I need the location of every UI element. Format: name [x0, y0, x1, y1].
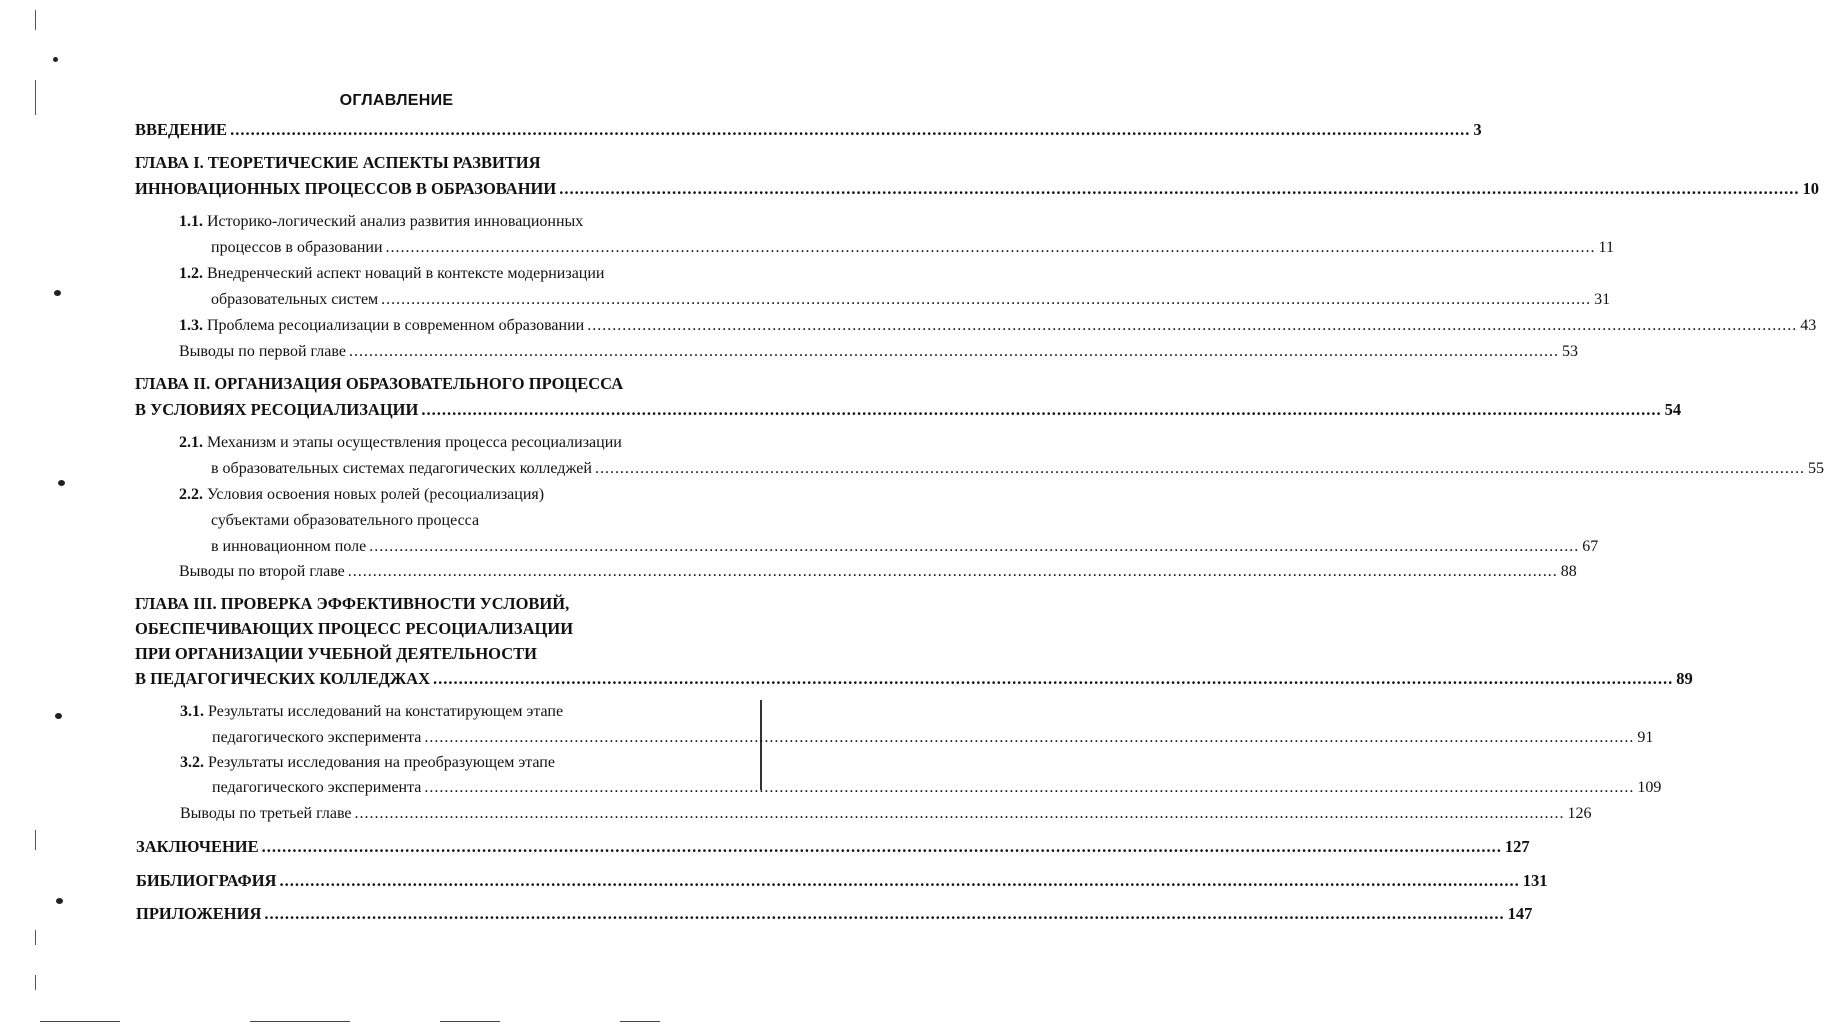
section-title-line1: Внедренческий аспект новаций в контексте модернизации: [207, 265, 605, 282]
toc-intro[interactable]: [135, 119, 1482, 141]
section-title-line1: Результаты исследования на преобразующем этапе: [208, 754, 555, 771]
section-page: 11: [1598, 239, 1614, 256]
page-title: ОГЛАВЛЕНИЕ: [339, 92, 454, 109]
toc-conclusion-label: ЗАКЛЮЧЕНИЕ: [136, 837, 259, 856]
scan-bottom-line: [40, 1021, 120, 1022]
scan-edge-line: [35, 975, 36, 990]
toc-section-3-1-end[interactable]: [212, 727, 1654, 749]
toc-ch1-title-end[interactable]: [135, 178, 1819, 200]
dot-leader: ..................................................................................................................................................................................................................................................: [381, 291, 1592, 308]
toc-ch1-page: 10: [1802, 179, 1819, 198]
toc-intro-label: ВВЕДЕНИЕ: [135, 120, 228, 139]
conclusion-page: 53: [1561, 343, 1578, 360]
dot-leader: ..................................................................................................................................................................................................................................................: [594, 460, 1805, 477]
scan-bottom-line: [250, 1021, 350, 1022]
toc-section-2-2-line2[interactable]: [211, 510, 479, 532]
toc-ch2-title-line2: В УСЛОВИЯХ РЕСОЦИАЛИЗАЦИИ: [135, 400, 419, 419]
dot-leader: ..................................................................................................................................................................................................................................................: [424, 779, 1635, 796]
dot-leader: ..................................................................................................................................................................................................................................................: [230, 120, 1471, 139]
toc-bibliography[interactable]: [136, 870, 1548, 892]
dot-leader: ..................................................................................................................................................................................................................................................: [587, 317, 1798, 334]
dot-leader: ..................................................................................................................................................................................................................................................: [261, 837, 1502, 856]
toc-ch3-page: 89: [1676, 669, 1693, 688]
toc-ch3-conclusion[interactable]: [180, 803, 1592, 825]
toc-ch3-title[interactable]: [135, 593, 569, 615]
conclusion-page: 126: [1567, 805, 1592, 822]
toc-ch3-title-line2-row[interactable]: [135, 618, 573, 640]
toc-section-1-2[interactable]: [179, 263, 604, 285]
conclusion-label: Выводы по первой главе: [179, 343, 346, 360]
dot-leader: ..................................................................................................................................................................................................................................................: [347, 563, 1558, 580]
toc-ch3-title-line2: ОБЕСПЕЧИВАЮЩИХ ПРОЦЕСС РЕСОЦИАЛИЗАЦИИ: [135, 619, 574, 638]
toc-section-1-2-end[interactable]: [211, 289, 1611, 311]
toc-appendices-page: 147: [1507, 904, 1533, 923]
section-title-line1: Условия освоения новых ролей (ресоциализация): [207, 486, 545, 503]
toc-section-2-2[interactable]: [179, 484, 544, 506]
punch-hole-mark: [53, 57, 58, 62]
dot-leader: ..................................................................................................................................................................................................................................................: [433, 669, 1674, 688]
conclusion-page: 88: [1560, 563, 1577, 580]
section-title-line1: Механизм и этапы осуществления процесса ресоциализации: [207, 434, 622, 451]
scan-bottom-line: [440, 1021, 500, 1022]
toc-ch2-title-line1: ГЛАВА II. ОРГАНИЗАЦИЯ ОБРАЗОВАТЕЛЬНОГО ПРОЦЕССА: [135, 374, 624, 393]
dot-leader: ..................................................................................................................................................................................................................................................: [354, 805, 1565, 822]
toc-section-2-1[interactable]: [179, 432, 622, 454]
toc-ch3-title-line1: ГЛАВА III. ПРОВЕРКА ЭФФЕКТИВНОСТИ УСЛОВИЙ,: [135, 594, 570, 613]
section-title-line2: педагогического эксперимента: [212, 779, 422, 796]
section-title-line1: Результаты исследований на констатирующем этапе: [208, 703, 564, 720]
section-number: 2.2.: [179, 486, 203, 503]
scan-edge-line: [35, 830, 36, 850]
conclusion-label: Выводы по третьей главе: [180, 805, 352, 822]
toc-section-1-1[interactable]: [179, 211, 583, 233]
punch-hole-mark: [54, 290, 61, 296]
dot-leader: ..................................................................................................................................................................................................................................................: [421, 400, 1662, 419]
toc-ch3-title-line4: В ПЕДАГОГИЧЕСКИХ КОЛЛЕДЖАХ: [135, 669, 431, 688]
section-page: 55: [1807, 460, 1824, 477]
toc-ch2-title-end[interactable]: [135, 399, 1682, 421]
section-page: 67: [1582, 538, 1599, 555]
toc-ch1-title-line2: ИННОВАЦИОННЫХ ПРОЦЕССОВ В ОБРАЗОВАНИИ: [135, 179, 557, 198]
section-title-line3: в инновационном поле: [211, 538, 367, 555]
toc-bibliography-page: 131: [1522, 871, 1548, 890]
toc-section-3-1[interactable]: [180, 701, 563, 723]
scan-edge-line: [35, 930, 36, 945]
section-title: Проблема ресоциализации в современном образовании: [207, 317, 585, 334]
section-page: 109: [1637, 779, 1662, 796]
toc-ch2-title[interactable]: [135, 373, 623, 395]
toc-ch3-title-end[interactable]: [135, 668, 1693, 690]
dot-leader: ..................................................................................................................................................................................................................................................: [348, 343, 1559, 360]
toc-section-2-1-end[interactable]: [211, 458, 1824, 480]
toc-intro-page: 3: [1473, 120, 1482, 139]
toc-section-2-2-end[interactable]: [211, 536, 1599, 558]
dot-leader: ..................................................................................................................................................................................................................................................: [279, 871, 1520, 890]
section-page: 91: [1637, 729, 1654, 746]
punch-hole-mark: [56, 898, 63, 904]
section-number: 1.1.: [179, 213, 203, 230]
section-number: 3.2.: [180, 754, 204, 771]
toc-section-3-2-end[interactable]: [212, 777, 1662, 799]
scan-edge-line: [35, 10, 36, 30]
section-number: 3.1.: [180, 703, 204, 720]
section-number: 2.1.: [179, 434, 203, 451]
toc-appendices-label: ПРИЛОЖЕНИЯ: [136, 904, 262, 923]
section-title-line2: в образовательных системах педагогических колледжей: [211, 460, 592, 477]
toc-ch3-title-line3: ПРИ ОРГАНИЗАЦИИ УЧЕБНОЙ ДЕЯТЕЛЬНОСТИ: [135, 644, 537, 663]
toc-ch2-page: 54: [1664, 400, 1682, 419]
dot-leader: ..................................................................................................................................................................................................................................................: [559, 179, 1800, 198]
section-title-line2: педагогического эксперимента: [212, 729, 422, 746]
section-number: 1.2.: [179, 265, 203, 282]
toc-ch3-title-line3-row[interactable]: [135, 643, 537, 665]
section-title-line2: образовательных систем: [211, 291, 379, 308]
section-title-line1: Историко-логический анализ развития инновационных: [207, 213, 584, 230]
dot-leader: ..................................................................................................................................................................................................................................................: [264, 904, 1505, 923]
toc-ch1-title-line1: ГЛАВА I. ТЕОРЕТИЧЕСКИЕ АСПЕКТЫ РАЗВИТИЯ: [135, 153, 541, 172]
section-page: 31: [1594, 291, 1611, 308]
punch-hole-mark: [55, 713, 62, 719]
section-title-line2: субъектами образовательного процесса: [211, 512, 480, 529]
toc-conclusion-page: 127: [1504, 837, 1530, 856]
conclusion-label: Выводы по второй главе: [179, 563, 345, 580]
toc-conclusion[interactable]: [136, 836, 1530, 858]
toc-bibliography-label: БИБЛИОГРАФИЯ: [136, 871, 277, 890]
section-page: 43: [1800, 317, 1817, 334]
section-title-line2: процессов в образовании: [211, 239, 383, 256]
punch-hole-mark: [58, 480, 65, 486]
dot-leader: ..................................................................................................................................................................................................................................................: [424, 729, 1635, 746]
toc-appendices[interactable]: [136, 903, 1533, 925]
section-number: 1.3.: [179, 317, 203, 334]
toc-ch1-title[interactable]: [135, 152, 541, 174]
toc-section-1-3[interactable]: [179, 315, 1817, 337]
dot-leader: ..................................................................................................................................................................................................................................................: [385, 239, 1596, 256]
toc-section-1-1-end[interactable]: [211, 237, 1614, 259]
toc-section-3-2[interactable]: [180, 752, 555, 774]
dot-leader: ..................................................................................................................................................................................................................................................: [369, 538, 1580, 555]
toc-ch1-conclusion[interactable]: [179, 341, 1578, 363]
scan-bottom-line: [620, 1021, 660, 1022]
toc-ch2-conclusion[interactable]: [179, 561, 1577, 583]
